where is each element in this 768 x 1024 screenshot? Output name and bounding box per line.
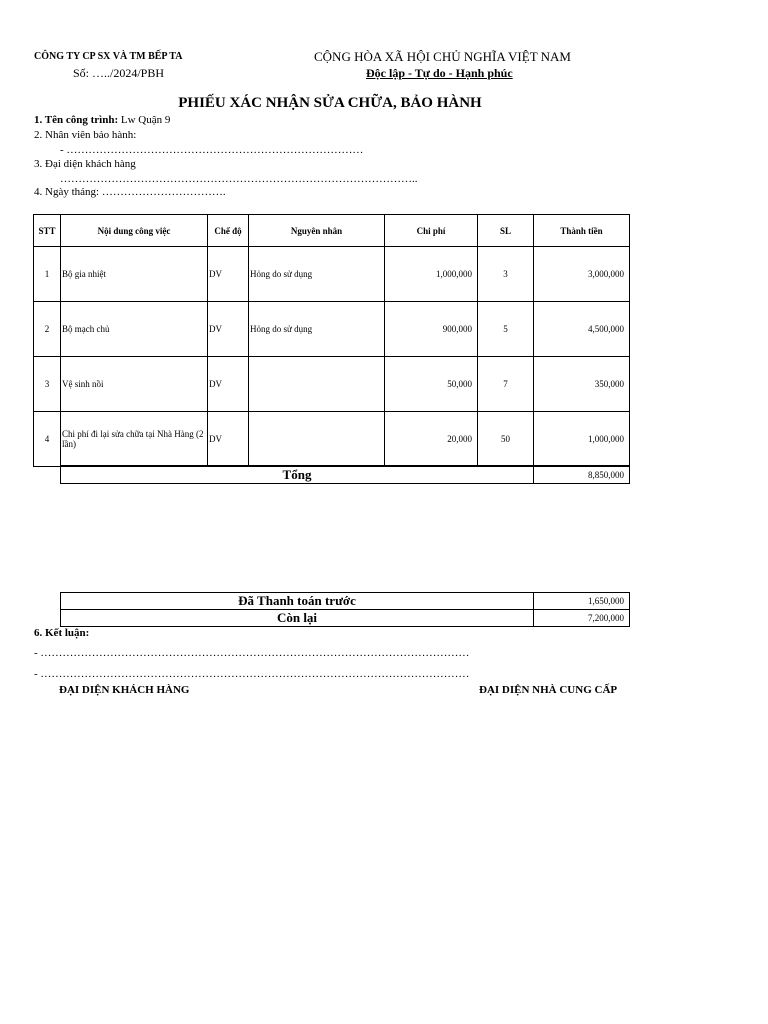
- conclusion-line-2: - ………………………………………………………………………………………………………: [34, 668, 470, 680]
- total-label: Tổng: [61, 466, 534, 484]
- cell-reason: [249, 357, 385, 412]
- conclusion-label: 6. Kết luận:: [34, 627, 90, 639]
- cell-mode: DV: [208, 247, 249, 302]
- table-row: [34, 247, 630, 302]
- staff-dots: - ………………………………………………………………………: [60, 144, 364, 156]
- conclusion-line-1: - ………………………………………………………………………………………………………: [34, 647, 470, 659]
- cell-total: 350,000: [534, 357, 630, 412]
- cell-reason: Hỏng do sử dụng: [249, 247, 385, 302]
- customer-signature-label: ĐẠI DIỆN KHÁCH HÀNG: [59, 684, 190, 696]
- national-motto: Độc lập - Tự do - Hạnh phúc: [366, 66, 513, 80]
- cell-mode: DV: [208, 302, 249, 357]
- customer-dots: ……………………………………………………………………………………..: [60, 173, 418, 185]
- remaining-label: Còn lại: [61, 610, 534, 627]
- cell-total: 4,500,000: [534, 302, 630, 357]
- col-header-mode: Chế độ: [208, 215, 249, 247]
- cell-qty: 50: [478, 412, 534, 467]
- national-title: CỘNG HÒA XÃ HỘI CHỦ NGHĨA VIỆT NAM: [314, 49, 571, 64]
- date-label: 4. Ngày tháng: …………………………….: [34, 186, 226, 198]
- staff-label: 2. Nhân viên bảo hành:: [34, 129, 137, 141]
- total-value: 8,850,000: [534, 466, 630, 484]
- items-table: [33, 214, 630, 467]
- document-number: Số: …../2024/PBH: [73, 66, 165, 80]
- cell-qty: 3: [478, 247, 534, 302]
- project-label: 1. Tên công trình:: [34, 114, 119, 126]
- cell-qty: 7: [478, 357, 534, 412]
- cell-content: Bộ mạch chủ: [61, 302, 208, 357]
- cell-cost: 50,000: [385, 357, 478, 412]
- company-name: CÔNG TY CP SX VÀ TM BẾP TA: [34, 51, 183, 62]
- cell-stt: 1: [34, 247, 61, 302]
- table-row: [34, 412, 630, 467]
- table-row: [34, 357, 630, 412]
- cell-content: Vệ sinh nồi: [61, 357, 208, 412]
- cell-mode: DV: [208, 357, 249, 412]
- cell-reason: Hỏng do sử dụng: [249, 302, 385, 357]
- payment-table: [60, 592, 630, 627]
- remaining-row: [61, 610, 630, 627]
- project-value: Lw Quận 9: [118, 114, 171, 126]
- col-header-stt: STT: [34, 215, 61, 247]
- cell-cost: 900,000: [385, 302, 478, 357]
- cell-cost: 20,000: [385, 412, 478, 467]
- cell-qty: 5: [478, 302, 534, 357]
- cell-reason: [249, 412, 385, 467]
- prepaid-label: Đã Thanh toán trước: [61, 593, 534, 610]
- document-title: PHIẾU XÁC NHẬN SỬA CHỮA, BẢO HÀNH: [178, 95, 482, 111]
- table-header-row: [34, 215, 630, 247]
- cell-stt: 2: [34, 302, 61, 357]
- total-table: [60, 465, 630, 484]
- cell-content: Chi phí đi lại sửa chữa tại Nhà Hàng (2 lần): [61, 412, 208, 467]
- prepaid-value: 1,650,000: [534, 593, 630, 610]
- cell-cost: 1,000,000: [385, 247, 478, 302]
- cell-total: 1,000,000: [534, 412, 630, 467]
- col-header-cost: Chi phí: [385, 215, 478, 247]
- cell-mode: DV: [208, 412, 249, 467]
- project-line: [34, 114, 170, 126]
- supplier-signature-label: ĐẠI DIỆN NHÀ CUNG CẤP: [479, 684, 618, 696]
- customer-label: 3. Đại diện khách hàng: [34, 158, 136, 170]
- cell-total: 3,000,000: [534, 247, 630, 302]
- cell-stt: 4: [34, 412, 61, 467]
- cell-content: Bộ gia nhiệt: [61, 247, 208, 302]
- total-row: [61, 466, 630, 484]
- col-header-content: Nội dung công việc: [61, 215, 208, 247]
- col-header-qty: SL: [478, 215, 534, 247]
- table-row: [34, 302, 630, 357]
- cell-stt: 3: [34, 357, 61, 412]
- col-header-total: Thành tiền: [534, 215, 630, 247]
- prepaid-row: [61, 593, 630, 610]
- col-header-reason: Nguyên nhân: [249, 215, 385, 247]
- remaining-value: 7,200,000: [534, 610, 630, 627]
